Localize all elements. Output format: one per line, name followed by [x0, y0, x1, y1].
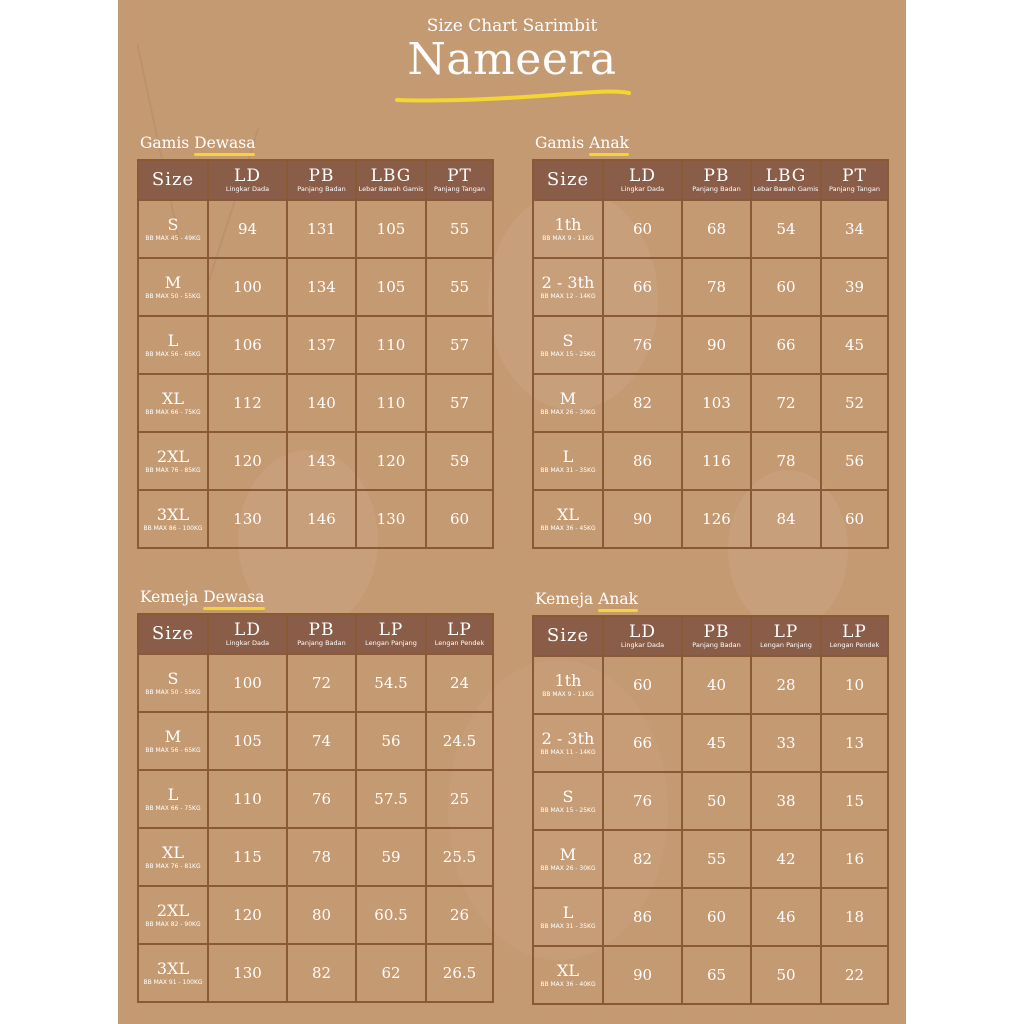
measurement-cell: 15	[821, 772, 888, 830]
measurement-cell: 74	[287, 712, 356, 770]
measurement-cell: 115	[208, 828, 287, 886]
table-row	[533, 714, 888, 772]
weight-note: BB MAX 31 - 35KG	[540, 467, 596, 474]
size-cell	[138, 200, 208, 258]
size-label: L	[562, 903, 574, 922]
measurement-cell: 103	[682, 374, 751, 432]
size-cell	[138, 712, 208, 770]
column-header-description: Panjang Tangan	[433, 185, 486, 193]
weight-note: BB MAX 26 - 30KG	[540, 865, 596, 872]
section-title	[535, 134, 892, 152]
measurement-cell: 59	[426, 432, 493, 490]
poster-subtitle: Size Chart Sarimbit	[426, 16, 598, 36]
table-header-row	[533, 160, 888, 200]
weight-note: BB MAX 56 - 65KG	[145, 747, 201, 754]
weight-note: BB MAX 50 - 55KG	[145, 293, 201, 300]
measurement-cell: 60	[603, 656, 682, 714]
measurement-cell: 13	[821, 714, 888, 772]
size-cell	[533, 656, 603, 714]
size-cell	[533, 772, 603, 830]
column-header-label: Size	[151, 169, 195, 190]
measurement-cell: 131	[287, 200, 356, 258]
measurement-cell: 146	[287, 490, 356, 548]
poster-title: Nameera	[407, 34, 617, 85]
size-label: 2 - 3th	[541, 729, 595, 748]
measurement-cell: 86	[603, 888, 682, 946]
weight-note: BB MAX 76 - 85KG	[145, 467, 201, 474]
measurement-cell: 60.5	[356, 886, 426, 944]
size-label: 3XL	[156, 959, 190, 978]
column-header-description: Lingkar Dada	[620, 641, 665, 649]
table-row	[138, 258, 493, 316]
table-gamis-dewasa	[137, 134, 497, 549]
column-header	[682, 616, 751, 656]
table-row	[533, 888, 888, 946]
measurement-cell: 55	[682, 830, 751, 888]
table-row	[533, 374, 888, 432]
measurement-cell: 110	[356, 374, 426, 432]
measurement-cell: 42	[751, 830, 821, 888]
size-label: XL	[556, 961, 579, 980]
section-title-prefix: Gamis	[535, 134, 585, 152]
measurement-cell: 55	[426, 200, 493, 258]
measurement-cell: 57.5	[356, 770, 426, 828]
size-label: L	[167, 331, 179, 350]
measurement-cell: 116	[682, 432, 751, 490]
measurement-cell: 34	[821, 200, 888, 258]
weight-note: BB MAX 11 - 14KG	[540, 749, 596, 756]
table-header-row	[138, 614, 493, 654]
column-header	[287, 614, 356, 654]
measurement-cell: 40	[682, 656, 751, 714]
weight-note: BB MAX 15 - 25KG	[540, 807, 596, 814]
measurement-cell: 50	[682, 772, 751, 830]
size-cell	[533, 888, 603, 946]
measurement-cell: 86	[603, 432, 682, 490]
section-title	[140, 134, 497, 152]
measurement-cell: 55	[426, 258, 493, 316]
column-header-description: Lingkar Dada	[620, 185, 665, 193]
section-title-highlight: Anak	[598, 590, 639, 608]
table-row	[533, 432, 888, 490]
column-header-description: Lebar Bawah Gamis	[358, 185, 424, 193]
table-kemeja-dewasa	[137, 588, 497, 1003]
size-table	[532, 159, 889, 549]
measurement-cell: 120	[208, 432, 287, 490]
table-row	[533, 490, 888, 548]
measurement-cell: 120	[356, 432, 426, 490]
measurement-cell: 130	[208, 490, 287, 548]
measurement-cell: 130	[356, 490, 426, 548]
column-header-description: Lebar Bawah Gamis	[753, 185, 819, 193]
measurement-cell: 78	[751, 432, 821, 490]
column-header-label: Size	[151, 623, 195, 644]
title-underline-swoosh	[393, 86, 633, 108]
measurement-cell: 10	[821, 656, 888, 714]
section-title-highlight: Dewasa	[203, 588, 265, 606]
measurement-cell: 22	[821, 946, 888, 1004]
size-cell	[138, 654, 208, 712]
measurement-cell: 90	[603, 946, 682, 1004]
measurement-cell: 82	[603, 374, 682, 432]
measurement-cell: 90	[603, 490, 682, 548]
table-row	[533, 772, 888, 830]
size-label: S	[562, 787, 574, 806]
column-header	[751, 160, 821, 200]
measurement-cell: 110	[356, 316, 426, 374]
table-header-row	[138, 160, 493, 200]
weight-note: BB MAX 66 - 75KG	[145, 409, 201, 416]
table-kemeja-anak	[532, 590, 892, 1005]
section-title	[140, 588, 497, 606]
size-cell	[533, 258, 603, 316]
table-row	[533, 258, 888, 316]
size-label: 2 - 3th	[541, 273, 595, 292]
measurement-cell: 112	[208, 374, 287, 432]
weight-note: BB MAX 66 - 75KG	[145, 805, 201, 812]
measurement-cell: 54.5	[356, 654, 426, 712]
size-label: M	[164, 273, 182, 292]
measurement-cell: 46	[751, 888, 821, 946]
table-row	[138, 770, 493, 828]
column-header-description: Panjang Tangan	[828, 185, 881, 193]
column-header-label: PB	[703, 166, 730, 186]
measurement-cell: 78	[287, 828, 356, 886]
table-row	[138, 712, 493, 770]
measurement-cell: 45	[821, 316, 888, 374]
column-header-description: Lengan Panjang	[365, 639, 417, 647]
column-header-label: PB	[703, 622, 730, 642]
table-header-row	[533, 616, 888, 656]
weight-note: BB MAX 91 - 100KG	[143, 979, 203, 986]
column-header	[603, 616, 682, 656]
measurement-cell: 105	[356, 200, 426, 258]
size-label: M	[559, 389, 577, 408]
table-row	[138, 490, 493, 548]
measurement-cell: 134	[287, 258, 356, 316]
measurement-cell: 110	[208, 770, 287, 828]
column-header	[138, 614, 208, 654]
size-chart-poster	[118, 0, 906, 1024]
table-row	[533, 946, 888, 1004]
measurement-cell: 45	[682, 714, 751, 772]
measurement-cell: 100	[208, 654, 287, 712]
table-gamis-anak	[532, 134, 892, 549]
column-header-description: Panjang Badan	[297, 185, 346, 193]
measurement-cell: 24.5	[426, 712, 493, 770]
size-cell	[138, 828, 208, 886]
measurement-cell: 84	[751, 490, 821, 548]
column-header-description: Panjang Badan	[297, 639, 346, 647]
measurement-cell: 100	[208, 258, 287, 316]
size-label: 1th	[554, 215, 582, 234]
column-header-label: LD	[629, 622, 656, 642]
column-header-label: Size	[546, 625, 590, 646]
weight-note: BB MAX 12 - 14KG	[540, 293, 596, 300]
column-header-label: Size	[546, 169, 590, 190]
size-cell	[533, 946, 603, 1004]
section-title-highlight: Anak	[589, 134, 629, 152]
size-cell	[533, 830, 603, 888]
weight-note: BB MAX 86 - 100KG	[143, 525, 203, 532]
weight-note: BB MAX 36 - 40KG	[540, 981, 596, 988]
table-row	[533, 830, 888, 888]
column-header	[287, 160, 356, 200]
weight-note: BB MAX 76 - 81KG	[145, 863, 201, 870]
column-header-label: LP	[447, 620, 472, 640]
size-label: 2XL	[156, 447, 190, 466]
column-header-description: Lingkar Dada	[225, 639, 270, 647]
section-title-prefix: Kemeja	[535, 590, 594, 608]
measurement-cell: 57	[426, 374, 493, 432]
column-header	[356, 160, 426, 200]
measurement-cell: 120	[208, 886, 287, 944]
measurement-cell: 78	[682, 258, 751, 316]
table-row	[138, 316, 493, 374]
size-label: M	[164, 727, 182, 746]
measurement-cell: 68	[682, 200, 751, 258]
table-row	[138, 200, 493, 258]
column-header-label: LP	[842, 622, 867, 642]
weight-note: BB MAX 15 - 25KG	[540, 351, 596, 358]
size-label: S	[167, 669, 179, 688]
weight-note: BB MAX 9 - 11KG	[542, 235, 594, 242]
column-header-label: LD	[234, 166, 261, 186]
measurement-cell: 106	[208, 316, 287, 374]
column-header	[821, 616, 888, 656]
measurement-cell: 105	[208, 712, 287, 770]
measurement-cell: 62	[356, 944, 426, 1002]
column-header	[751, 616, 821, 656]
measurement-cell: 130	[208, 944, 287, 1002]
table-row	[138, 828, 493, 886]
column-header	[138, 160, 208, 200]
section-title-prefix: Gamis	[140, 134, 190, 152]
table-row	[533, 656, 888, 714]
weight-note: BB MAX 50 - 55KG	[145, 689, 201, 696]
measurement-cell: 140	[287, 374, 356, 432]
size-label: L	[167, 785, 179, 804]
size-label: XL	[556, 505, 579, 524]
measurement-cell: 60	[426, 490, 493, 548]
measurement-cell: 56	[821, 432, 888, 490]
size-cell	[533, 316, 603, 374]
measurement-cell: 82	[603, 830, 682, 888]
weight-note: BB MAX 26 - 30KG	[540, 409, 596, 416]
column-header-label: PB	[308, 620, 335, 640]
measurement-cell: 76	[603, 316, 682, 374]
measurement-cell: 56	[356, 712, 426, 770]
column-header-description: Lengan Panjang	[760, 641, 812, 649]
measurement-cell: 25	[426, 770, 493, 828]
measurement-cell: 60	[682, 888, 751, 946]
measurement-cell: 60	[603, 200, 682, 258]
column-header	[426, 160, 493, 200]
measurement-cell: 33	[751, 714, 821, 772]
size-label: S	[562, 331, 574, 350]
measurement-cell: 126	[682, 490, 751, 548]
measurement-cell: 105	[356, 258, 426, 316]
column-header-description: Panjang Badan	[692, 185, 741, 193]
measurement-cell: 18	[821, 888, 888, 946]
column-header-label: LP	[378, 620, 404, 640]
size-label: M	[559, 845, 577, 864]
weight-note: BB MAX 56 - 65KG	[145, 351, 201, 358]
column-header	[533, 160, 603, 200]
measurement-cell: 59	[356, 828, 426, 886]
measurement-cell: 65	[682, 946, 751, 1004]
table-row	[138, 944, 493, 1002]
measurement-cell: 28	[751, 656, 821, 714]
size-cell	[533, 714, 603, 772]
size-label: 3XL	[156, 505, 190, 524]
table-row	[138, 374, 493, 432]
size-label: S	[167, 215, 179, 234]
column-header-label: LD	[234, 620, 261, 640]
column-header-label: PT	[447, 166, 472, 186]
table-row	[533, 200, 888, 258]
measurement-cell: 66	[603, 258, 682, 316]
section-title	[535, 590, 892, 608]
measurement-cell: 26	[426, 886, 493, 944]
measurement-cell: 66	[751, 316, 821, 374]
measurement-cell: 80	[287, 886, 356, 944]
table-row	[138, 432, 493, 490]
measurement-cell: 50	[751, 946, 821, 1004]
table-row	[138, 654, 493, 712]
size-cell	[138, 770, 208, 828]
size-cell	[138, 374, 208, 432]
size-label: 1th	[554, 671, 582, 690]
measurement-cell: 24	[426, 654, 493, 712]
measurement-cell: 38	[751, 772, 821, 830]
measurement-cell: 52	[821, 374, 888, 432]
column-header-description: Lingkar Dada	[225, 185, 270, 193]
size-cell	[138, 432, 208, 490]
weight-note: BB MAX 36 - 45KG	[540, 525, 596, 532]
size-cell	[533, 432, 603, 490]
size-cell	[138, 886, 208, 944]
size-cell	[533, 490, 603, 548]
measurement-cell: 66	[603, 714, 682, 772]
size-label: L	[562, 447, 574, 466]
column-header	[603, 160, 682, 200]
section-title-highlight: Dewasa	[194, 134, 256, 152]
size-label: 2XL	[156, 901, 190, 920]
column-header-label: PB	[308, 166, 335, 186]
column-header	[356, 614, 426, 654]
measurement-cell: 72	[751, 374, 821, 432]
size-label: XL	[161, 843, 184, 862]
column-header	[426, 614, 493, 654]
column-header-description: Panjang Badan	[692, 641, 741, 649]
measurement-cell: 25.5	[426, 828, 493, 886]
measurement-cell: 16	[821, 830, 888, 888]
column-header-description: Lengan Pendek	[434, 639, 485, 647]
measurement-cell: 54	[751, 200, 821, 258]
measurement-cell: 39	[821, 258, 888, 316]
column-header-label: LD	[629, 166, 656, 186]
measurement-cell: 60	[821, 490, 888, 548]
column-header	[821, 160, 888, 200]
measurement-cell: 26.5	[426, 944, 493, 1002]
measurement-cell: 57	[426, 316, 493, 374]
size-table	[137, 159, 494, 549]
column-header-description: Lengan Pendek	[829, 641, 880, 649]
weight-note: BB MAX 31 - 35KG	[540, 923, 596, 930]
column-header	[682, 160, 751, 200]
size-cell	[138, 258, 208, 316]
column-header-label: LBG	[370, 166, 412, 186]
size-cell	[138, 316, 208, 374]
measurement-cell: 143	[287, 432, 356, 490]
section-title-prefix: Kemeja	[140, 588, 199, 606]
weight-note: BB MAX 45 - 49KG	[145, 235, 201, 242]
size-cell	[533, 200, 603, 258]
column-header	[208, 614, 287, 654]
measurement-cell: 60	[751, 258, 821, 316]
column-header	[533, 616, 603, 656]
measurement-cell: 76	[287, 770, 356, 828]
measurement-cell: 90	[682, 316, 751, 374]
measurement-cell: 82	[287, 944, 356, 1002]
column-header	[208, 160, 287, 200]
column-header-label: PT	[842, 166, 867, 186]
size-table	[532, 615, 889, 1005]
size-cell	[533, 374, 603, 432]
size-table	[137, 613, 494, 1003]
size-cell	[138, 944, 208, 1002]
measurement-cell: 72	[287, 654, 356, 712]
column-header-label: LP	[773, 622, 799, 642]
table-row	[138, 886, 493, 944]
weight-note: BB MAX 82 - 90KG	[145, 921, 201, 928]
size-cell	[138, 490, 208, 548]
size-label: XL	[161, 389, 184, 408]
measurement-cell: 76	[603, 772, 682, 830]
column-header-label: LBG	[765, 166, 807, 186]
weight-note: BB MAX 9 - 11KG	[542, 691, 594, 698]
measurement-cell: 137	[287, 316, 356, 374]
table-row	[533, 316, 888, 374]
measurement-cell: 94	[208, 200, 287, 258]
